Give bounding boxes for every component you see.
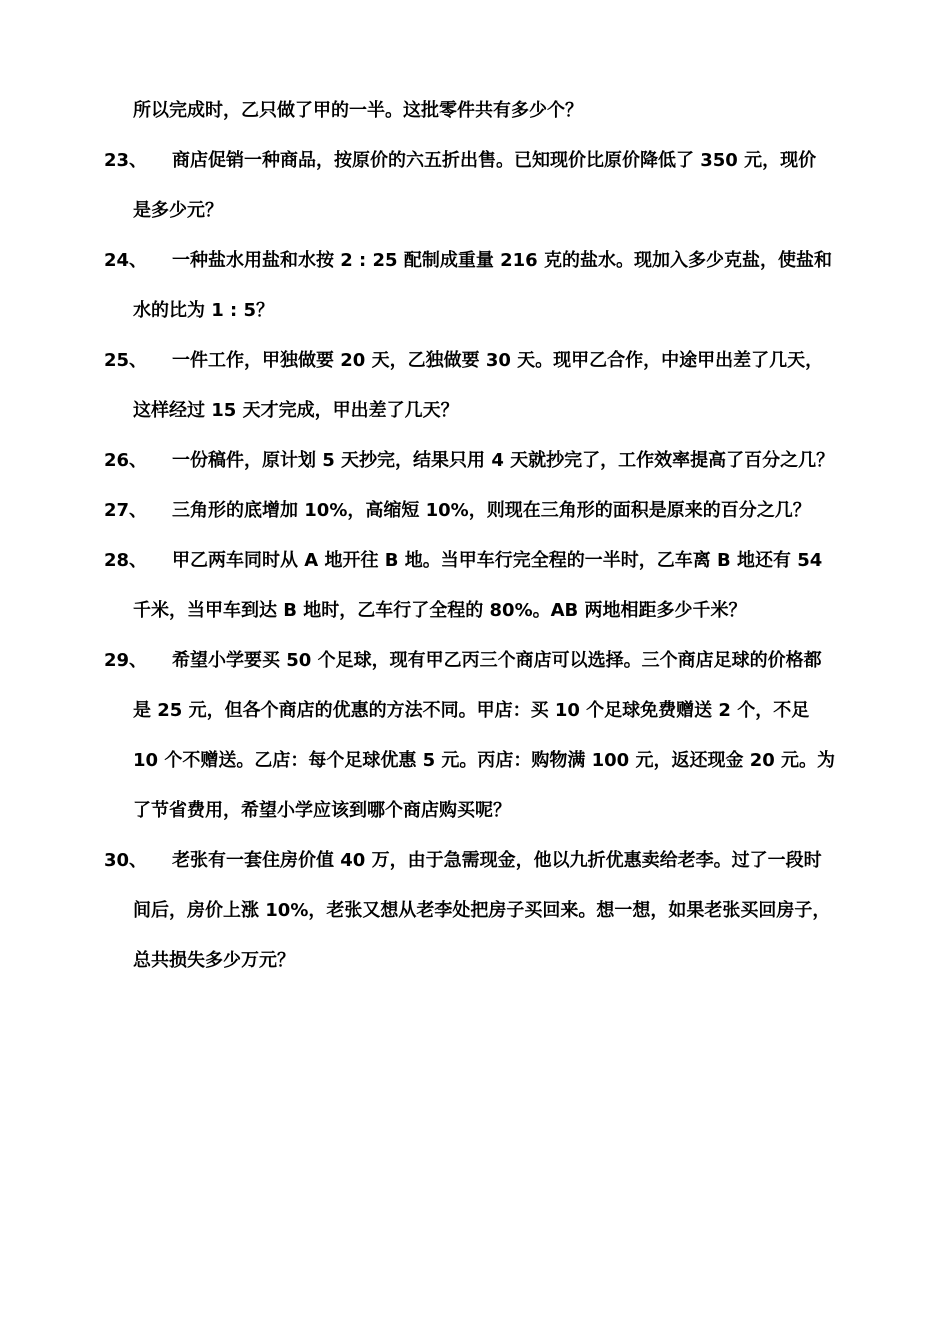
problem-30-line-3: 总共损失多少万元？ [133, 950, 295, 971]
problem-number-25: 25、 [104, 350, 148, 371]
problem-30-line-1: 老张有一套住房价值 40 万，由于急需现金，他以九折优惠卖给老李。过了一段时 [172, 850, 822, 871]
problem-29-line-2: 是 25 元，但各个商店的优惠的方法不同。甲店：买 10 个足球免费赠送 2 个，不足 [133, 700, 810, 721]
problem-number-23: 23、 [104, 150, 148, 171]
problem-28-line-1: 甲乙两车同时从 A 地开往 B 地。当甲车行完全程的一半时，乙车离 B 地还有 54 [172, 550, 823, 571]
problem-25-line-2: 这样经过 15 天才完成，甲出差了几天？ [133, 400, 459, 421]
problem-25-line-1: 一件工作，甲独做要 20 天，乙独做要 30 天。现甲乙合作，中途甲出差了几天， [172, 350, 824, 371]
problem-29-line-4: 了节省费用，希望小学应该到哪个商店购买呢？ [133, 800, 511, 821]
problem-26-line-1: 一份稿件，原计划 5 天抄完，结果只用 4 天就抄完了，工作效率提高了百分之几？ [172, 450, 835, 471]
problem-number-26: 26、 [104, 450, 148, 471]
continuation-line: 所以完成时，乙只做了甲的一半。这批零件共有多少个？ [133, 100, 583, 121]
problem-number-30: 30、 [104, 850, 148, 871]
problem-27-line-1: 三角形的底增加 10%，高缩短 10%，则现在三角形的面积是原来的百分之几？ [172, 500, 811, 521]
problem-number-27: 27、 [104, 500, 148, 521]
problem-28-line-2: 千米，当甲车到达 B 地时，乙车行了全程的 80%。AB 两地相距多少千米？ [133, 600, 747, 621]
problem-number-29: 29、 [104, 650, 148, 671]
problem-23-line-1: 商店促销一种商品，按原价的六五折出售。已知现价比原价降低了 350 元，现价 [172, 150, 817, 171]
problem-30-line-2: 间后，房价上涨 10%，老张又想从老李处把房子买回来。想一想，如果老张买回房子， [133, 900, 831, 921]
problem-number-28: 28、 [104, 550, 148, 571]
problem-23-line-2: 是多少元？ [133, 200, 223, 221]
problem-29-line-3: 10 个不赠送。乙店：每个足球优惠 5 元。丙店：购物满 100 元，返还现金 20 元。为 [133, 750, 836, 771]
problem-number-24: 24、 [104, 250, 148, 271]
problem-24-line-1: 一种盐水用盐和水按 2 : 25 配制成重量 216 克的盐水。现加入多少克盐，使盐和 [172, 250, 832, 271]
problem-24-line-2: 水的比为 1 : 5？ [133, 300, 275, 321]
problem-29-line-1: 希望小学要买 50 个足球，现有甲乙丙三个商店可以选择。三个商店足球的价格都 [172, 650, 822, 671]
